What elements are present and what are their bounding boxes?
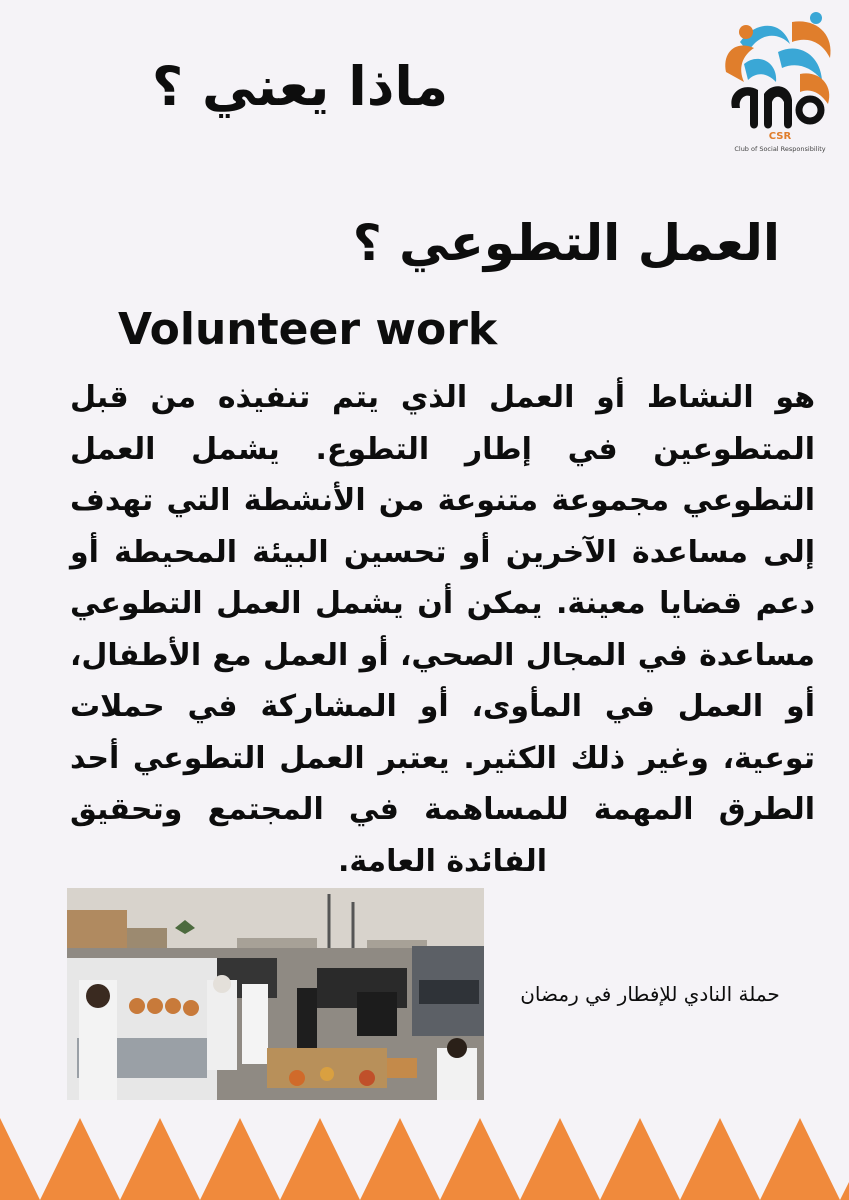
definition-paragraph: هو النشاط أو العمل الذي يتم تنفيذه من قبل المتطوعين في إطار التطوع. يشمل العمل التطوعي مجموعة متنوعة من الأنشطة التي تهدف إلى مساعدة الآخرين أو تحسين البيئة المحيطة أو دعم قضايا معينة. يمكن أن يشمل العمل التطوعي مساعدة في المجال الصحي، أو العمل مع الأطفال، أو العمل في المأوى، أو المشاركة في حملات توعية، وغير ذلك الكثير. يعتبر العمل التطوعي أحد الطرق المهمة للمساهمة في المجتمع وتحقيق الفائدة العامة. [70, 380, 815, 879]
photo-caption: حملة النادي للإفطار في رمضان [520, 982, 780, 1006]
logo-full-name: Club of Social Responsibility [734, 145, 826, 153]
page-subtitle: العمل التطوعي ؟ [352, 214, 780, 272]
event-photo [67, 888, 484, 1100]
english-title: Volunteer work [118, 304, 498, 355]
logo-abbreviation: CSR [768, 131, 792, 142]
zigzag-border-decoration [0, 1108, 849, 1200]
page-title: ماذا يعني ؟ [151, 55, 449, 118]
